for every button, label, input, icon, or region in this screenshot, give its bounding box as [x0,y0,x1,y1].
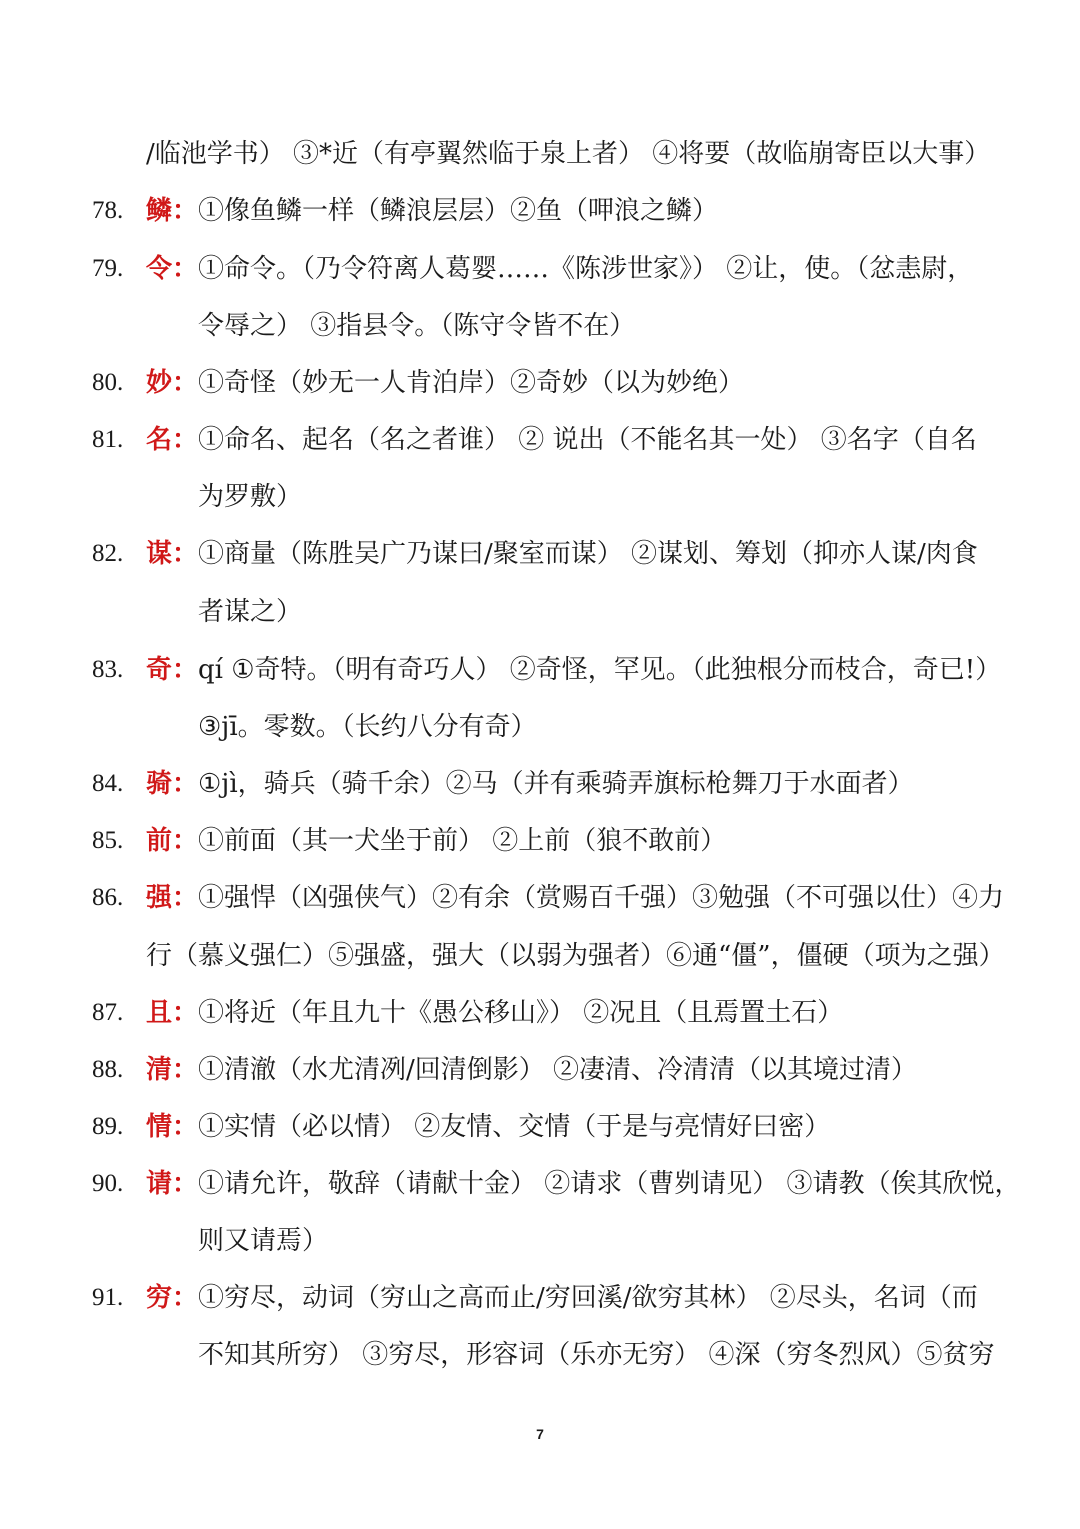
entry-headword: 奇： [146,655,199,685]
entry-definition: ①像鱼鳞一样（鳞浪层层）②鱼（呷浪之鳞） [198,196,719,226]
continuation-text: /临池学书） ③*近（有亭翼然临于泉上者） ④将要（故临崩寄臣以大事） [146,139,991,169]
entry-definition: ①奇怪（妙无一人肯泊岸）②奇妙（以为妙绝） [198,368,745,398]
entry-headword: 情： [146,1112,199,1142]
entry-definition: ①请允许，敬辞（请献十金） ②请求（曹刿请见） ③请教（俟其欣悦， [198,1169,1021,1199]
entry-number: 78. [92,197,124,224]
entry-definition-cont: 行（慕义强仁）⑤强盛，强大（以弱为强者）⑥通“僵”，僵硬（项为之强） [146,941,1005,971]
entry-definition-cont: 为罗敷） [198,482,303,512]
entry-number: 89. [92,1113,124,1140]
entry-definition: ①商量（陈胜吴广乃谋曰/聚室而谋） ②谋划、筹划（抑亦人谋/肉食 [198,539,978,569]
entry-headword: 名： [146,425,199,455]
entry-number: 84. [92,770,124,797]
entry-headword: 谋： [146,539,199,569]
entry-headword: 骑： [146,769,199,799]
entry-definition: qí ①奇特。（明有奇巧人） ②奇怪，罕见。（此独根分而枝合，奇已!） [198,655,1002,685]
entry-definition: ①命令。（乃令符离人葛婴……《陈涉世家》） ②让，使。（忿恚尉， [198,254,974,284]
entry-definition: ①前面（其一犬坐于前） ②上前（狼不敢前） [198,826,727,856]
entry-number: 88. [92,1056,124,1083]
entry-headword: 前： [146,826,199,856]
entry-definition: ①强悍（凶强侠气）②有余（赏赐百千强）③勉强（不可强以仕）④力 [198,883,1005,913]
entry-number: 82. [92,540,124,567]
entry-definition: ①清澈（水尤清冽/回清倒影） ②凄清、冷清清（以其境过清） [198,1055,918,1085]
entry-definition: ①穷尽，动词（穷山之高而止/穷回溪/欲穷其林） ②尽头，名词（而 [198,1283,978,1313]
entry-number: 91. [92,1284,124,1311]
entry-headword: 穷： [146,1283,199,1313]
entry-definition-cont: 者谋之） [198,597,303,627]
entry-headword: 鳞： [146,196,199,226]
entry-number: 81. [92,426,124,453]
entry-headword: 请： [146,1169,199,1199]
entry-number: 86. [92,884,124,911]
entry-definition: ①将近（年且九十《愚公移山》） ②况且（且焉置土石） [198,998,844,1028]
entry-definition-cont: 不知其所穷） ③穷尽，形容词（乐亦无穷） ④深（穷冬烈风）⑤贫穷 [198,1340,995,1370]
entry-number: 87. [92,999,124,1026]
entry-definition-cont: 令辱之） ③指县令。（陈守令皆不在） [198,311,636,341]
entry-definition: ①jì，骑兵（骑千余）②马（并有乘骑弄旗标枪舞刀于水面者） [198,769,914,799]
entry-number: 79. [92,255,124,282]
entry-headword: 强： [146,883,199,913]
entry-definition: ①命名、起名（名之者谁） ② 说出（不能名其一处） ③名字（自名 [198,425,977,455]
entry-definition-cont: ③jī。零数。（长约八分有奇） [198,712,537,742]
entry-headword: 令： [146,254,199,284]
entry-definition: ①实情（必以情） ②友情、交情（于是与亮情好曰密） [198,1112,831,1142]
entry-headword: 且： [146,998,199,1028]
entry-number: 90. [92,1170,124,1197]
entry-number: 83. [92,656,124,683]
entry-number: 80. [92,369,124,396]
entry-headword: 清： [146,1055,199,1085]
entry-number: 85. [92,827,124,854]
entry-definition-cont: 则又请焉） [198,1226,329,1256]
entry-headword: 妙： [146,368,199,398]
page-number: 7 [536,1426,544,1442]
